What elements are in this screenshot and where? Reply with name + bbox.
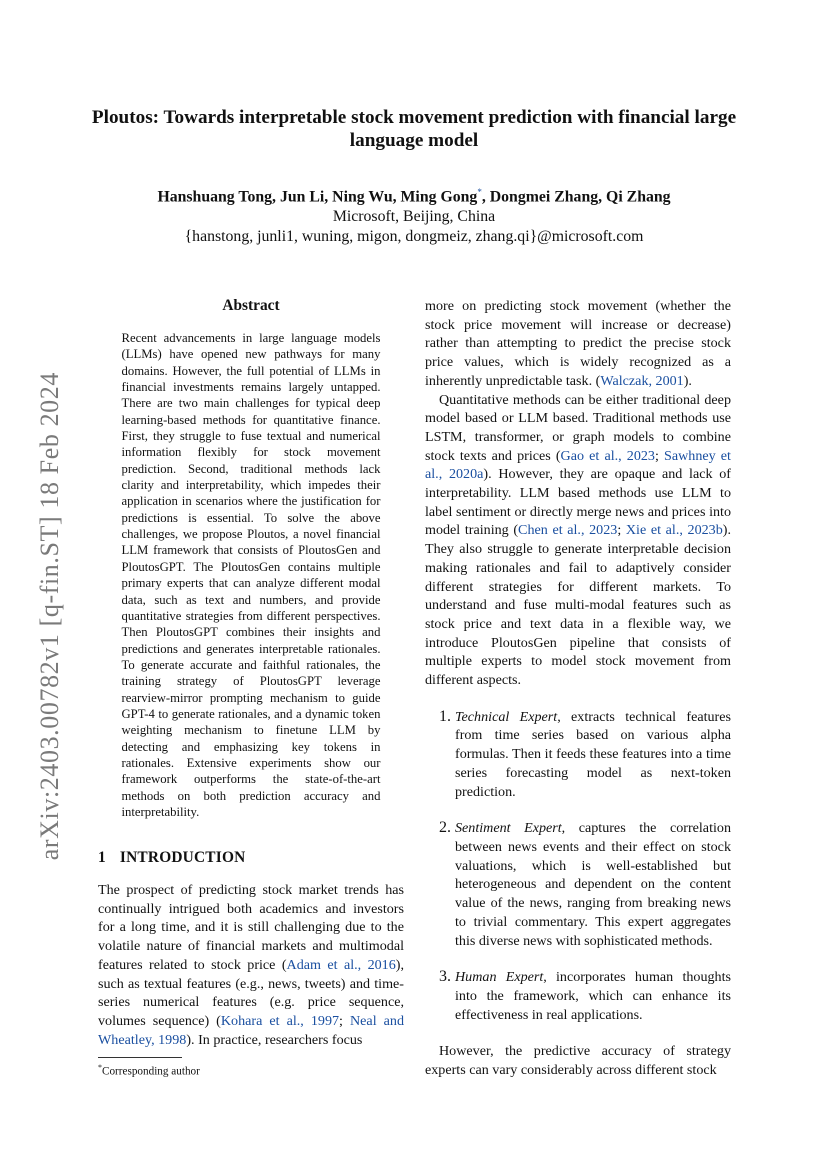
author-block <box>90 182 738 247</box>
expert-description: , incorporates human thoughts into the framework, which can enhance its effectiveness in real applications. <box>455 969 731 1023</box>
footnote-rule <box>98 1057 182 1058</box>
intro-paragraph-3: However, the predictive accuracy of strategy experts can vary considerably across different stock <box>425 1043 731 1079</box>
citation-link[interactable]: Gao et al., 2023 <box>560 447 655 464</box>
intro-paragraph-2 <box>425 391 731 690</box>
list-number: 2. <box>439 819 451 837</box>
footnote-mark: * <box>98 1063 102 1072</box>
section-heading-introduction <box>98 848 245 868</box>
arxiv-identifier <box>30 363 70 869</box>
right-column <box>425 297 731 1080</box>
expert-name: Technical Expert <box>455 708 558 725</box>
section-number: 1 <box>98 849 106 866</box>
citation-link[interactable]: Adam et al., 2016 <box>286 956 396 973</box>
text-run: ; <box>654 447 665 464</box>
intro-text-1 <box>98 881 404 1049</box>
list-number: 3. <box>439 968 451 986</box>
section-title: INTRODUCTION <box>119 849 246 866</box>
citation-link[interactable]: Xie et al., 2023b <box>625 522 723 539</box>
arxiv-id-text: arXiv:2403.00782v1 [q-fin.ST] 18 Feb 2024 <box>35 371 64 861</box>
author-emails: {hanstong, junli1, wuning, migon, dongmeiz, zhang.qi}@microsoft.com <box>184 228 644 246</box>
list-number: 1. <box>439 707 451 725</box>
text-run: more on predicting stock movement (whether the stock price movement will increase or decrease) rather than attempting to predict the precise stock price values, which is widely recognized as a inherently unpredictable task. ( <box>425 298 731 389</box>
citation-link[interactable]: Neal and Wheatley, 1998 <box>98 1012 404 1048</box>
paper-title: Ploutos: Towards interpretable stock movement prediction with financial large language model <box>91 107 737 151</box>
list-item <box>425 968 731 1024</box>
abstract-text: Recent advancements in large language models (LLMs) have opened new pathways for many domains. However, the full potential of LLMs in financial investments remains largely untapped. There are two main challenges for typical deep learning-based methods for quantitative finance. First, they struggle to fuse textual and numerical information flexibly for stock movement prediction. Second, traditional methods lack clarity and interpretability, which impedes their application in scenarios where the justification for predictions is essential. To solve the above challenges, we propose Ploutos, a novel financial LLM framework that consists of PloutosGen and PloutosGPT. The PloutosGen contains multiple primary experts that can analyze different modal data, such as text and numbers, and provide quantitative strategies from different perspectives. Then PloutosGPT combines their insights and predictions and generates interpretable rationales. To generate accurate and faithful rationales, the training strategy of PloutosGPT leverage rearview-mirror prompting mechanism to guide GPT-4 to generate rationales, and a dynamic token weighting mechanism to finetune LLM by detecting and emphasizing key tokens in rationales. Extensive experiments show our framework outperforms the state-of-the-art methods on both prediction accuracy and interpretability. <box>121 331 381 819</box>
expert-description: , extracts technical features from time series based on various alpha formulas. Then it feeds these features into a time series forecasting model as next-token prediction. <box>455 708 731 800</box>
citation-link[interactable]: Walczak, 2001 <box>600 372 684 389</box>
expert-description: , captures the correlation between news events and their effect on stock valuations, which is well-established but heterogeneous and dependent on the content value of the news, ranging from breaking news to trivial commentary. This expert aggregates this diverse news with sophisticated methods. <box>455 820 731 949</box>
list-item <box>425 819 731 950</box>
abstract-heading: Abstract <box>222 297 280 314</box>
footnote-text: Corresponding author <box>102 1065 200 1078</box>
intro-paragraph-1 <box>98 881 404 1049</box>
text-run: ). <box>683 372 692 389</box>
affiliation: Microsoft, Beijing, China <box>332 208 496 226</box>
expert-name: Human Expert <box>455 969 544 986</box>
footnote <box>98 1061 200 1079</box>
text-run: ; <box>617 522 626 539</box>
author-names <box>90 182 738 207</box>
author-names-part-a: Hanshuang Tong, Jun Li, Ning Wu, Ming Gong <box>157 188 478 206</box>
text-run: ). In practice, researchers focus <box>186 1031 363 1048</box>
author-names-part-b: , Dongmei Zhang, Qi Zhang <box>481 188 671 206</box>
intro-paragraph-cont <box>425 297 731 391</box>
text-run: ), such as textual features (e.g., news, tweets) and time-series numerical features (e.g. price sequence, volumes sequence) ( <box>98 956 404 1029</box>
left-column <box>98 296 404 820</box>
citation-link[interactable]: Kohara et al., 1997 <box>220 1012 340 1029</box>
corresponding-author-mark[interactable]: * <box>477 187 482 197</box>
text-run: The prospect of predicting stock market trends has continually intrigued both academics and investors for a long time, and it is still challenging due to the volatile nature of financial markets and multimodal features related to stock price ( <box>98 882 404 973</box>
expert-list <box>425 708 731 1025</box>
citation-link[interactable]: Chen et al., 2023 <box>518 522 618 539</box>
citation-link[interactable]: Sawhney et al., 2020a <box>425 447 731 483</box>
text-run: Quantitative methods can be either traditional deep model based or LLM based. Traditional methods use LSTM, transformer, or graph models to combine stock texts and prices ( <box>425 391 731 464</box>
text-run: ). They also struggle to generate interpretable decision making rationales and fail to adaptively consider different strategies for different markets. To understand and fuse multi-modal features such as stock price and text data in a flexible way, we introduce PloutosGen pipeline that consists of multiple experts to model stock movement from different aspects. <box>425 522 731 689</box>
text-run: ; <box>339 1012 350 1029</box>
text-run: ). However, they are opaque and lack of interpretability. LLM based methods use LLM to label sentiment or directly merge news and prices into model training ( <box>425 466 731 539</box>
list-item <box>425 708 731 802</box>
expert-name: Sentiment Expert <box>455 820 562 837</box>
